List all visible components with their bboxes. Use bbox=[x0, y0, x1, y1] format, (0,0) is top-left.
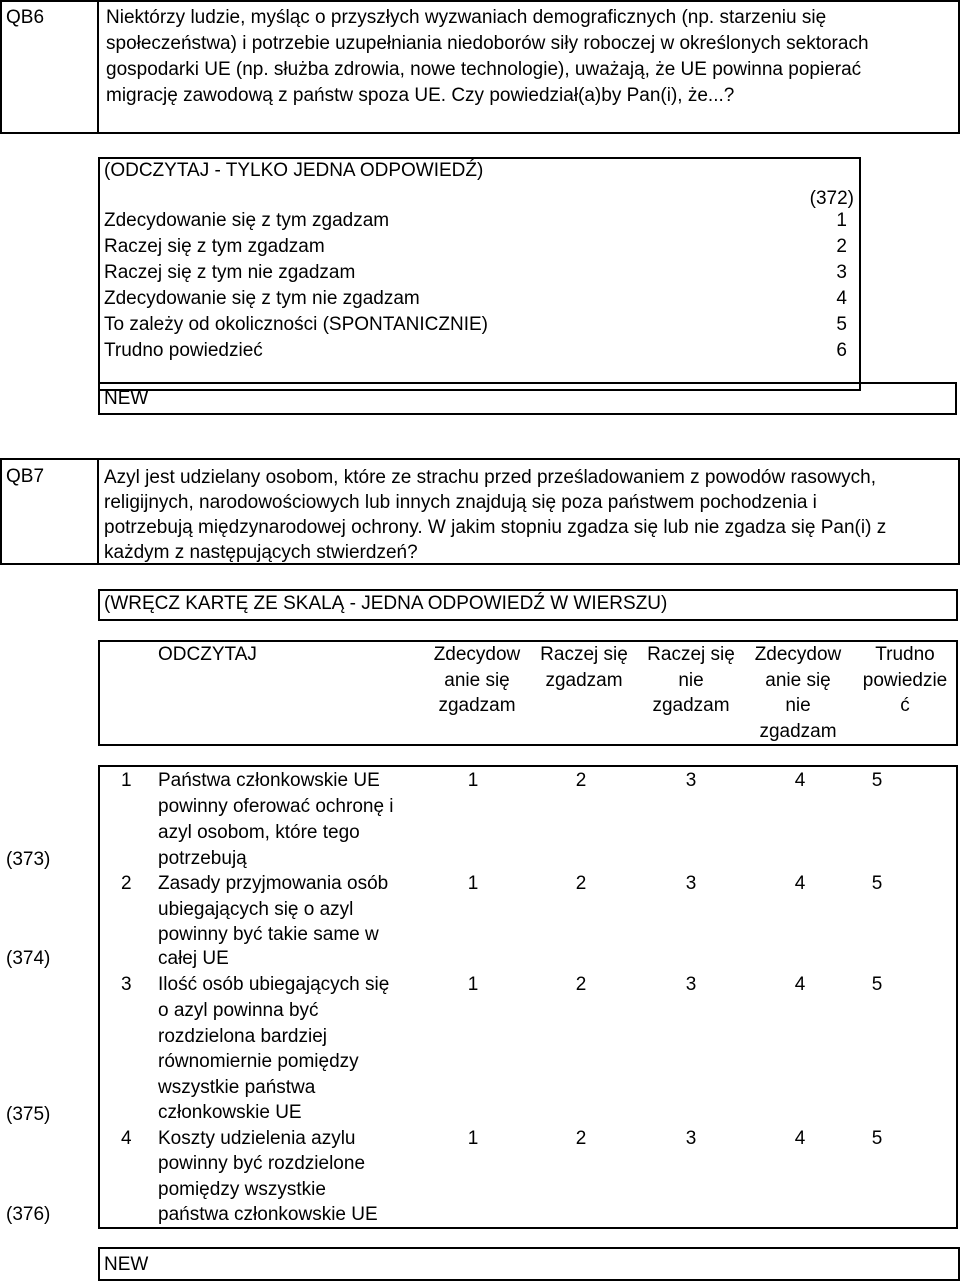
qb6-question-line: społeczeństwa) i potrzebie uzupełniania niedoborów siły roboczej w określonych sektorach bbox=[106, 33, 869, 54]
qb7-row-text: rozdzielona bardziej bbox=[158, 1026, 327, 1047]
qb7-col-header-4 bbox=[744, 642, 852, 744]
qb6-option-label: Zdecydowanie się z tym nie zgadzam bbox=[104, 288, 420, 309]
qb7-row-text: Koszty udzielenia azylu bbox=[158, 1128, 356, 1149]
qb7-col-header-2 bbox=[530, 642, 638, 693]
qb6-instruction: (ODCZYTAJ - TYLKO JEDNA ODPOWIEDŹ) bbox=[104, 160, 484, 181]
qb6-option-value[interactable]: 2 bbox=[836, 236, 847, 257]
qb6-code: (372) bbox=[809, 188, 854, 209]
qb6-question-line: Niektórzy ludzie, myśląc o przyszłych wyzwaniach demograficznych (np. starzeniu się bbox=[106, 7, 827, 28]
qb7-row-number: 3 bbox=[121, 974, 132, 995]
qb7-scale-3[interactable]: 3 bbox=[685, 974, 697, 995]
qb7-col-header-line: Raczej się bbox=[647, 644, 735, 665]
qb7-col-header-line: Zdecydow bbox=[433, 644, 521, 665]
qb7-row-code: (374) bbox=[6, 948, 51, 969]
qb6-new-box bbox=[98, 382, 957, 415]
qb7-scale-3[interactable]: 3 bbox=[685, 873, 697, 894]
qb7-scale-5[interactable]: 5 bbox=[871, 974, 883, 995]
qb7-col-header-line: Trudno bbox=[875, 644, 935, 665]
qb7-row-code: (375) bbox=[6, 1104, 51, 1125]
qb7-row-number: 4 bbox=[121, 1128, 132, 1149]
qb7-scale-5[interactable]: 5 bbox=[871, 1128, 883, 1149]
qb7-read-label: ODCZYTAJ bbox=[158, 644, 257, 665]
qb7-row-text: Zasady przyjmowania osób bbox=[158, 873, 389, 894]
qb7-col-header-line: ć bbox=[900, 695, 910, 716]
qb7-row-text: powinny oferować ochronę i bbox=[158, 796, 394, 817]
qb7-row-text: Państwa członkowskie UE bbox=[158, 770, 380, 791]
qb7-col-header-5 bbox=[852, 642, 958, 719]
qb7-col-header-line: zgadzam bbox=[652, 695, 730, 716]
qb6-option-label: Raczej się z tym nie zgadzam bbox=[104, 262, 356, 283]
qb7-new-box bbox=[98, 1247, 960, 1281]
qb7-row-text: powinny być takie same w bbox=[158, 924, 379, 945]
qb7-scale-2[interactable]: 2 bbox=[575, 974, 587, 995]
qb6-new-label: NEW bbox=[104, 388, 149, 409]
qb7-scale-2[interactable]: 2 bbox=[575, 873, 587, 894]
qb7-scale-1[interactable]: 1 bbox=[467, 873, 479, 894]
qb7-row-text: azyl osobom, które tego bbox=[158, 822, 360, 843]
qb7-scale-1[interactable]: 1 bbox=[467, 1128, 479, 1149]
qb6-option-value[interactable]: 5 bbox=[836, 314, 847, 335]
qb7-scale-5[interactable]: 5 bbox=[871, 770, 883, 791]
qb7-id: QB7 bbox=[6, 466, 45, 487]
qb7-row-text: ubiegających się o azyl bbox=[158, 899, 354, 920]
qb6-option-value[interactable]: 6 bbox=[836, 340, 847, 361]
qb7-row-text: Ilość osób ubiegających się bbox=[158, 974, 390, 995]
qb7-question-line: każdym z następujących stwierdzeń? bbox=[104, 542, 418, 563]
qb7-col-header-line: powiedzie bbox=[862, 669, 948, 691]
qb7-col-header-line: anie się bbox=[444, 669, 510, 691]
qb7-col-header-3 bbox=[638, 642, 744, 719]
qb6-id: QB6 bbox=[6, 7, 45, 28]
qb7-question-line: religijnych, narodowościowych lub innych znajdują się poza państwem pochodzenia i bbox=[104, 492, 817, 513]
qb7-scale-5[interactable]: 5 bbox=[871, 873, 883, 894]
qb7-row-text: całej UE bbox=[158, 948, 229, 969]
qb7-row-number: 1 bbox=[121, 770, 132, 791]
qb7-scale-3[interactable]: 3 bbox=[685, 1128, 697, 1149]
qb7-col-header-line: Raczej się bbox=[540, 644, 628, 665]
qb7-row-text: wszystkie państwa bbox=[158, 1077, 316, 1098]
qb7-scale-4[interactable]: 4 bbox=[794, 974, 806, 995]
qb6-divider bbox=[97, 0, 99, 134]
qb7-row-text: państwa członkowskie UE bbox=[158, 1204, 378, 1225]
qb7-col-header-line: zgadzam bbox=[759, 720, 837, 742]
qb7-row-code: (376) bbox=[6, 1204, 51, 1225]
qb7-row-text: równomiernie pomiędzy bbox=[158, 1051, 359, 1072]
qb6-option-label: To zależy od okoliczności (SPONTANICZNIE) bbox=[104, 314, 488, 335]
qb7-row-text: o azyl powinna być bbox=[158, 1000, 319, 1021]
qb6-option-label: Trudno powiedzieć bbox=[104, 340, 263, 361]
qb7-col-header-line: nie bbox=[678, 669, 704, 691]
qb7-col-header-line: nie bbox=[785, 695, 811, 716]
qb7-col-header-line: zgadzam bbox=[545, 669, 623, 691]
qb7-col-header-line: anie się bbox=[765, 669, 831, 691]
qb6-option-label: Zdecydowanie się z tym zgadzam bbox=[104, 210, 390, 231]
qb7-col-header-line: Zdecydow bbox=[754, 644, 842, 665]
qb6-option-label: Raczej się z tym zgadzam bbox=[104, 236, 325, 257]
qb7-row-code: (373) bbox=[6, 849, 51, 870]
qb7-scale-2[interactable]: 2 bbox=[575, 770, 587, 791]
qb7-col-header-line: zgadzam bbox=[438, 695, 516, 716]
qb6-question-line: migrację zawodową z państw spoza UE. Czy powiedział(a)by Pan(i), że...? bbox=[106, 85, 735, 106]
qb6-option-value[interactable]: 4 bbox=[836, 288, 847, 309]
qb7-scale-4[interactable]: 4 bbox=[794, 770, 806, 791]
qb7-row-text: pomiędzy wszystkie bbox=[158, 1179, 326, 1200]
qb7-scale-4[interactable]: 4 bbox=[794, 1128, 806, 1149]
qb7-row-text: potrzebują bbox=[158, 848, 247, 869]
qb7-row-number: 2 bbox=[121, 873, 132, 894]
qb7-row-text: powinny być rozdzielone bbox=[158, 1153, 366, 1174]
qb7-scale-3[interactable]: 3 bbox=[685, 770, 697, 791]
qb7-col-header-1 bbox=[424, 642, 530, 719]
qb7-divider bbox=[97, 458, 99, 565]
qb7-instruction: (WRĘCZ KARTĘ ZE SKALĄ - JEDNA ODPOWIEDŹ W WIERSZU) bbox=[104, 593, 668, 614]
qb6-question-line: gospodarki UE (np. służba zdrowia, nowe technologie), uważają, że UE powinna popierać bbox=[106, 59, 862, 80]
qb7-question-line: potrzebują międzynarodowej ochrony. W jakim stopniu zgadza się lub nie zgadza się Pan(i) z bbox=[104, 517, 887, 538]
qb7-scale-1[interactable]: 1 bbox=[467, 974, 479, 995]
qb6-option-value[interactable]: 3 bbox=[836, 262, 847, 283]
qb7-new-label: NEW bbox=[104, 1254, 149, 1275]
qb7-question-line: Azyl jest udzielany osobom, które ze strachu przed prześladowaniem z powodów rasowych, bbox=[104, 467, 876, 488]
qb7-scale-4[interactable]: 4 bbox=[794, 873, 806, 894]
qb7-scale-1[interactable]: 1 bbox=[467, 770, 479, 791]
qb7-scale-2[interactable]: 2 bbox=[575, 1128, 587, 1149]
qb6-option-value[interactable]: 1 bbox=[836, 210, 847, 231]
qb7-row-text: członkowskie UE bbox=[158, 1102, 302, 1123]
